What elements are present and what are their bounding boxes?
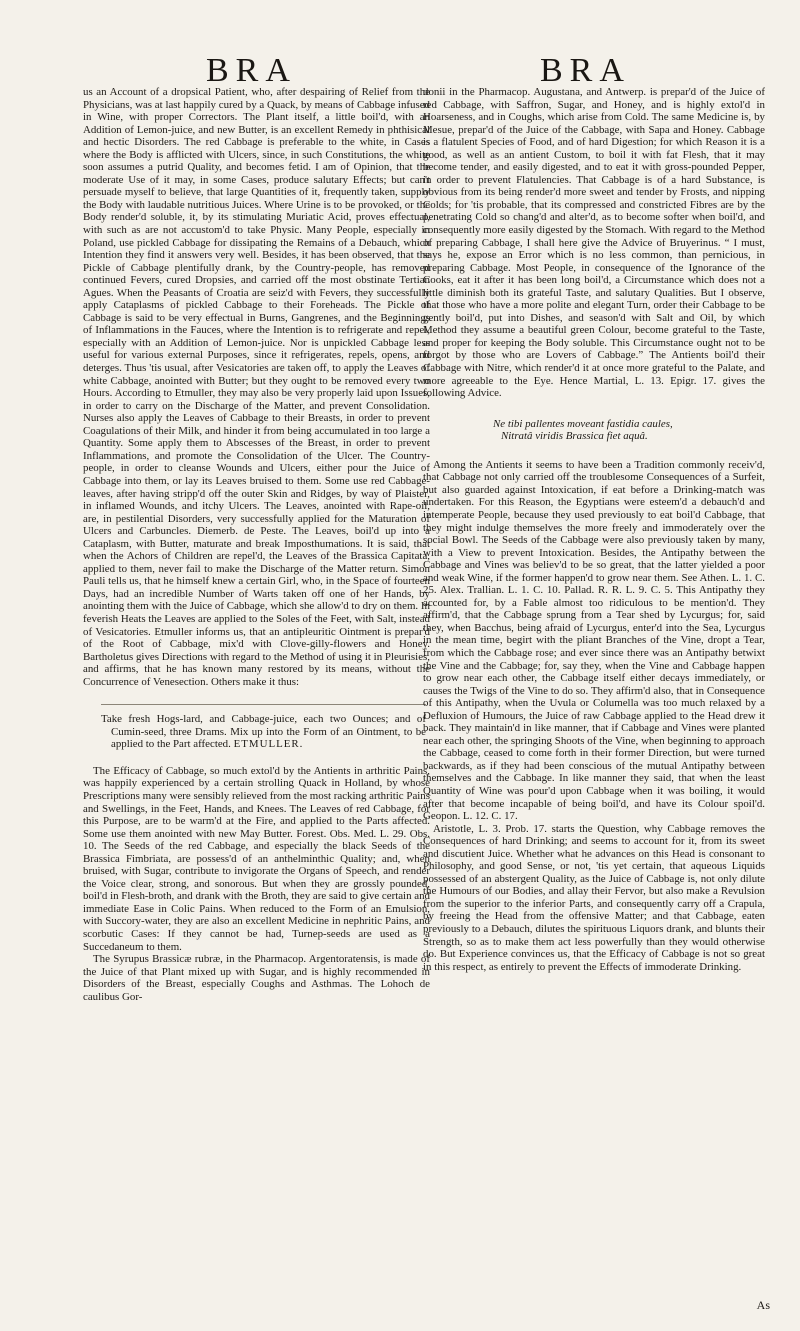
recipe-text: Take fresh Hogs-lard, and Cabbage-juice, each two Ounces; and of Cumin-seed, three Drams. Mix up into the Form of an Ointment, to be applied to the Part affected. — [101, 713, 426, 751]
catchword: As — [756, 1298, 770, 1312]
left-paragraph-3: The Syrupus Brassicæ rubræ, in the Pharmacop. Argentoratensis, is made of the Juice of that Plant mixed up with Sugar, and is highly recommended in Disorders of the Breast, especially Coughs and Asthmas. The Lohoch de caulibus Gor- — [83, 953, 430, 1003]
right-paragraph-2: Among the Antients it seems to have been a Tradition commonly receiv'd, that Cabbage not only carried off the troublesome Consequences of a Surfeit, but also guarded against Intoxication, if eat before a Drinking-match was undertaken. For this Reason, the Egyptians were esteem'd a debauch'd and intemperate People, because they used previously to eat boil'd Cabbage, that they might indulge themselves the more freely and immoderately over the social Bowl. The Seeds of the Cabbage were also previously taken by many, with a View to prevent Intoxication. Besides, the Antipathy between the Cabbage and Vines was believ'd to be so great, that the latter yielded a poor and weak Wine, if the former happen'd to grow near them. See Athen. L. 1. C. 25. Alex. Trallian. L. 1. C. 10. Pallad. R. R. L. 9. C. 5. This Antipathy they accounted for, by a Fable almost too ridiculous to be mention'd. They affirm'd, that the Cabbage sprung from a Tear shed by Lycurgus; for, said they, when Bacchus, being afraid of Lycurgus, enter'd into the Sea, Lycurgus in the mean time, begirt with the pliant Branches of the Vine, dropt a Tear, from which the Cabbage rose; and ever since there was an Antipathy betwixt the Vine and the Cabbage; for, say they, when the Vine and Cabbage happen to grow near each other, the Cabbage itself either decays immediately, or causes the Twigs of the Vine to do so. They affirm'd also, that in Consequence of this Antipathy, when the Uvula or Columella was too much relaxed by a Defluxion of Humours, the Juice of raw Cabbage applied to the Head drew it back. They maintain'd in like manner, that if Cabbage and Vines were planted near each other, the springing Shoots of the Vine, when beginning to approach the Cabbage, ceased to come forth in their former Direction, but were turned backwards, as if they had been conscious of the mutual Antipathy between themselves and the Cabbage. In like manner they said, that when the least Quantity of Wine was pour'd upon Cabbage when it was boiling, it would after that become incapable of being boil'd, and have its Colour spoil'd. Geopon. L. 12. C. 17. — [423, 458, 765, 823]
latin-verse — [493, 418, 765, 443]
running-head-left: BRA — [206, 52, 297, 89]
verse-line-1: Ne tibi pallentes moveant fastidia caules, — [493, 417, 673, 430]
left-paragraph-2: The Efficacy of Cabbage, so much extol'd by the Antients in arthritic Pains, was happily experienced by a certain strolling Quack in Holland, by whose Prescriptions many were sensibly relieved from the most racking arthritic Pains and Swellings, in the Feet, Hands, and Knees. The Leaves of red Cabbage, for this Purpose, are to be warm'd at the Fire, and applied to the Parts affected. Some use them anointed with new May Butter. Forest. Obs. Med. L. 29. Obs. 10. The Seeds of the red Cabbage, and especially the black Seeds of the Brassica Fimbriata, are possess'd of an anthelminthic Quality; and, when bruised, with Sugar, contribute to invigorate the Organs of Speech, and render the Voice clear, strong, and sonorous. But when they are grossly pounded, boil'd in Flesh-broth, and drank with the Broth, they are said to give certain and immediate Ease in Colic Pains. When reduced to the Form of an Emulsion, with Succory-water, they are also an excellent Medicine in nephritic Pains, and scorbutic Cases: If they cannot be had, Turnep-seeds are used as a Succedaneum to them. — [83, 764, 430, 953]
left-paragraph-1: us an Account of a dropsical Patient, who, after despairing of Relief from the Physicians, was at last happily cured by a Quack, by means of Cabbage infused in Wine, with proper Correctors. The Plant itself, a little boil'd, with an Addition of Lemon-juice, and new Butter, is an excellent Remedy in phthisical and hectic Disorders. The red Cabbage is preferable to the white, in Cases where the Body is afflicted with Ulcers, since, in such Constitutions, the white soon assumes a putrid Quality, and becomes fetid. I am of Opinion, that the moderate Use of it may, in some Cases, produce salutary Effects; but can't persuade myself to believe, that large Quantities of it, frequently taken, supply the Body with laudable nutritious Juices. Where Urine is to be provoked, or the Body render'd soluble, it, by its stimulating Muriatic Acid, proves effectual, with such as are not accustom'd to take Physic. Many People, especially in Poland, use pickled Cabbage for dissipating the Remains of a Debauch, which Intention they find it answers very well. Besides, it has been observed, that the Pickle of Cabbage plentifully drank, by the Country-people, has removed continued Fevers, cured Dropsies, and carried off the most obstinate Tertian Agues. When the Peasants of Croatia are seiz'd with Fevers, they successfully apply Cataplasms of pickled Cabbage to their Foreheads. The Pickle of Cabbage is said to be very effectual in Burns, Gangrenes, and the Beginnings of Inflammations in the Fauces, where the Intention is to refrigerate and repel, especially with an Addition of Lemon-juice. Nor is unpickled Cabbage less useful for various external Purposes, since it refrigerates, repels, opens, and deterges. Thus 'tis usual, after Vesicatories are taken off, to apply the Leaves of white Cabbage, anointed with Butter; but they ought to be removed every two Hours. According to Etmuller, they may also be very properly laid upon Issues, in order to carry on the Discharge of the Matter, and prevent Consolidation. Nurses also apply the Leaves of Cabbage to their Breasts, in order to prevent Coagulations of their Milk, and hinder it from being accumulated in too large a Quantity. Some apply them to Abscesses of the Breast, in order to prevent Inflammations, and promote the Consolidation of the Ulcer. The Country-people, in order to cleanse Wounds and Ulcers, either pour the Juice of Cabbage into them, or lay its Leaves bruised to them. Some use red Cabbage-leaves, after having stripp'd off the outer Skin and Ridges, by way of Plaister, in inflamed Wounds, and itchy Ulcers. The Leaves, anointed with Rape-oil, are, in pestilential Disorders, very successfully applied for the Maturation of Ulcers and Carbuncles. Diemerb. de Peste. The Leaves, boil'd up into a Cataplasm, with Butter, maturate and break Imposthumations. It is said, that when the Achors of Children are repel'd, the Leaves of the Brassica Capitata, applied to them, never fail to make the Discharge of the Matter return. Simon Pauli tells us, that he himself knew a certain Girl, who, in the Space of fourteen Days, had an incredible Number of Warts taken off one of her Hands, by anointing them with the Juice of Cabbage, which she allow'd to dry on them. In feverish Heats the Leaves are applied to the Soles of the Feet, with Salt, instead of Vesicatories. Etmuller informs us, that an antipleuritic Ointment is prepar'd of the Root of Cabbage, mix'd with Clove-gilly-flowers and Honey. Bartholetus gives Directions with regard to the Method of using it in Pleurisies, and affirms, that he has known many restored by its means, without the Concurrence of Venesection. Others make it thus: — [83, 86, 430, 688]
ointment-recipe — [101, 704, 426, 751]
running-head-right: BRA — [540, 52, 631, 89]
recipe-author: ETMULLER. — [233, 738, 304, 751]
right-paragraph-1: donii in the Pharmacop. Augustana, and Antwerp. is prepar'd of the Juice of red Cabbage, with Saffron, Sugar, and Honey, and is highly extol'd in Hoarseness, and in Coughs, which arise from Cold. The same Medicine is, by Mesue, prepar'd of the Juice of the Cabbage, with Sapa and Honey. Cabbage is a flatulent Species of Food, and of hard Digestion; for which Reason it is a good, as well as an antient Custom, to boil it with fat Flesh, that it may become tender, and easily digested, and to eat it with gross-pounded Pepper, in order to prevent Flatulencies. That Cabbage is of a hard Substance, is obvious from its being render'd more sweet and tender by Frosts, and nipping Colds; for 'tis probable, that its compressed and constricted Fibres are by the penetrating Cold so chang'd and alter'd, as to become softer when boil'd, and consequently more easily digested by the Stomach. With regard to the Method of preparing Cabbage, I shall here give the Advice of Bruyerinus. “ I must, says he, expose an Error which is no less common, than pernicious, in preparing Cabbage. Most People, in consequence of the Ignorance of the Cooks, eat it after it has been long boil'd, a Circumstance which does not a little diminish both its grateful Taste, and salutary Qualities. But I observe, that those who have a more polite and elegant Turn, order their Cabbage to be gently boil'd, put into Dishes, and season'd with Salt and Oil, by which Method they assume a beautiful green Colour, become grateful to the Taste, and proper for keeping the Body soluble. This Circumstance ought not to be forgot by those who are Lovers of Cabbage.” The Antients boil'd their Cabbage with Nitre, which render'd it at once more grateful to the Palate, and more agreeable to the Eye. Hence Martial, L. 13. Epigr. 17. gives the following Advice. — [423, 86, 765, 400]
right-paragraph-3: Aristotle, L. 3. Prob. 17. starts the Question, why Cabbage removes the Consequences of hard Drinking; and seems to account for it, from its sweet and discutient Juice. Whether what he advances on this Head is consonant to Philosophy, and good Sense, or not, 'tis yet certain, that aqueous Liquids possessed of an abstergent Quality, as the Juice of Cabbage is, not only dilute the Humours of our Bodies, and allay their Fervor, but also make a Revulsion from the superior to the inferior Parts, and consequently carry off a Crapula, by freeing the Head from the offensive Matter; and that Cabbage, eaten previously to a Debauch, dilutes the spirituous Liquors drank, and blunts their Strength, so as to make them act less powerfully than they would otherwise do. But Experience convinces us, that the Efficacy of Cabbage is not so great in this respect, as entirely to prevent the Effects of immoderate Drinking. — [423, 822, 765, 973]
right-column — [423, 86, 765, 973]
left-column — [83, 86, 430, 1003]
verse-line-2: Nitratâ viridis Brassica fiet aquâ. — [501, 430, 648, 443]
